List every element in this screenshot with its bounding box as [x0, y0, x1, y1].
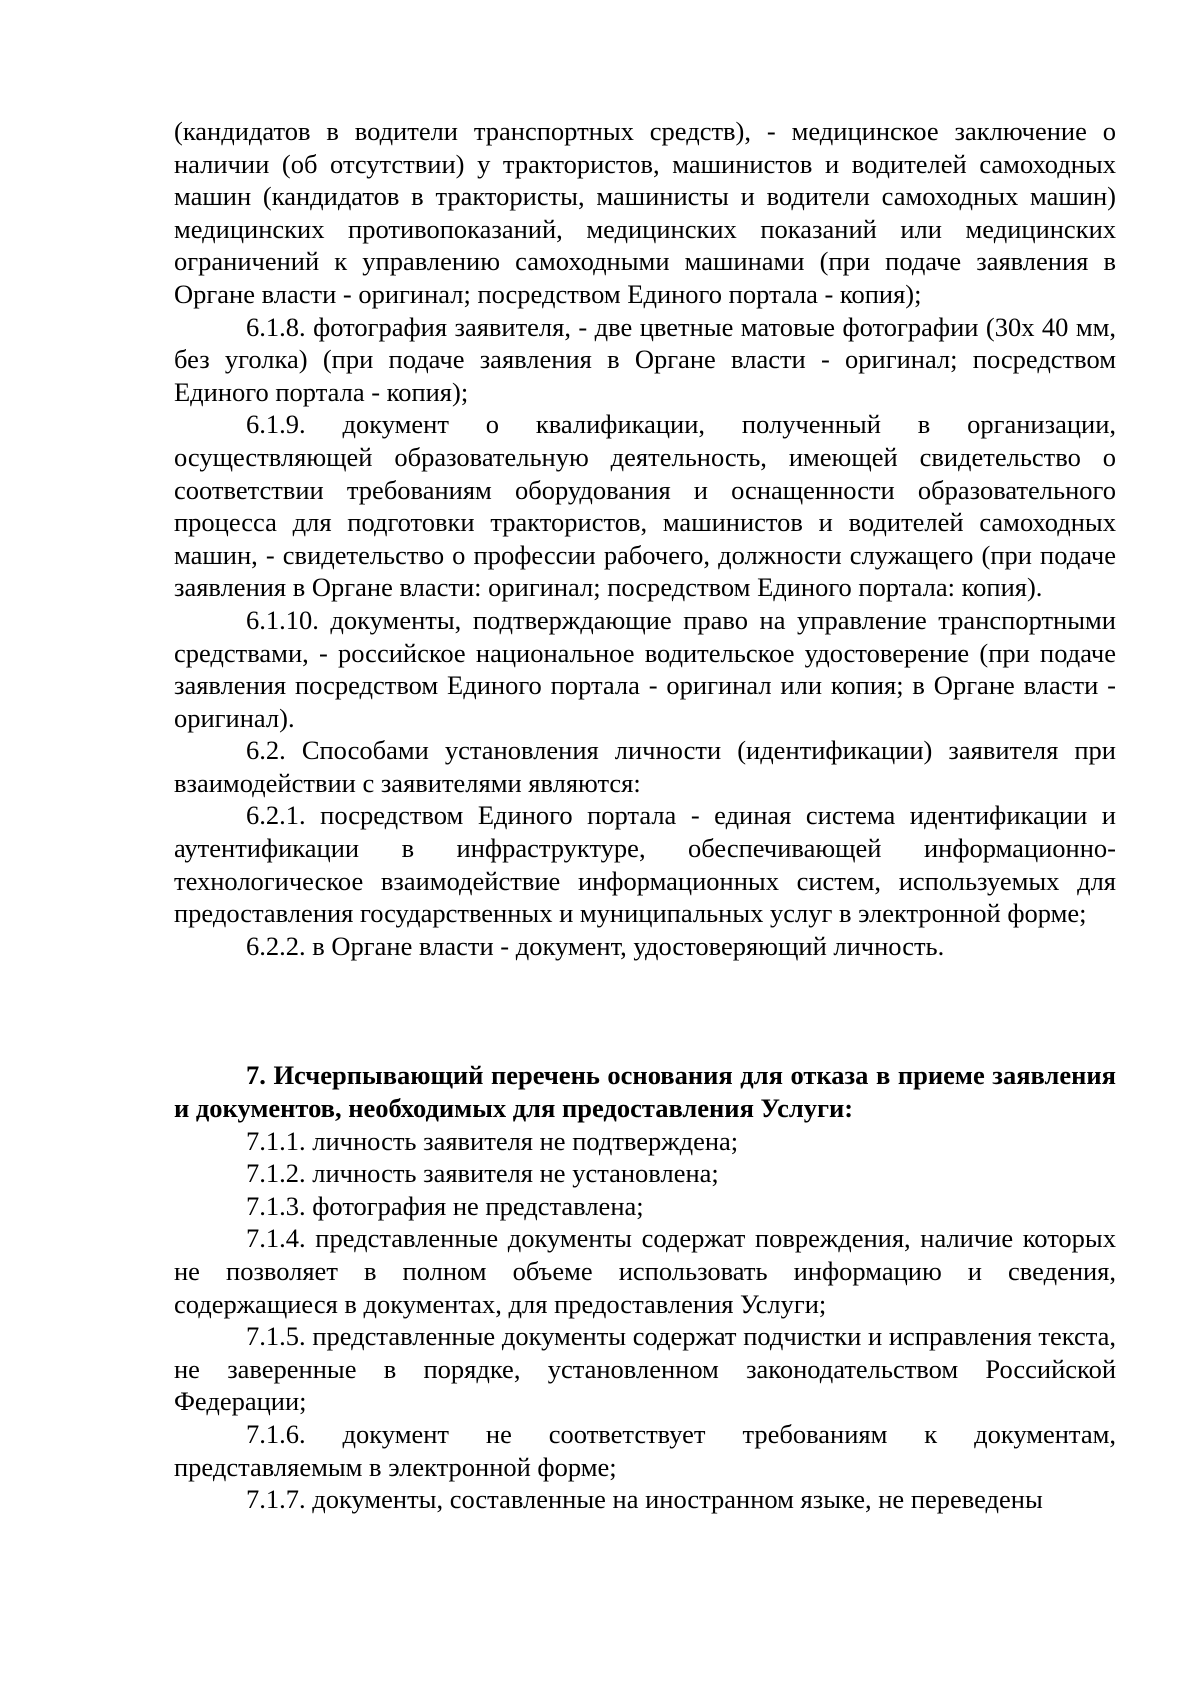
paragraphs-bottom [174, 1125, 1116, 1516]
paragraph-7-1-6: 7.1.6. документ не соответствует требованиям к документам, представляемым в электронной форме; [174, 1418, 1116, 1482]
paragraph: (кандидатов в водители транспортных средств), - медицинское заключение о наличии (об отсутствии) у трактористов, машинистов и водителей самоходных машин (кандидатов в трактористы, машинисты и водители самоходных машин) медицинских противопоказаний, медицинских показаний или медицинских ограничений к управлению самоходными машинами (при подаче заявления в Органе власти - оригинал; посредством Единого портала - копия); [174, 116, 1116, 309]
paragraph-6-1-10: 6.1.10. документы, подтверждающие право на управление транспортными средствами, - российское национальное водительское удостоверение (при подаче заявления посредством Единого портала - оригинал или копия; в Органе власти - оригинал). [174, 604, 1116, 733]
section-spacer [174, 962, 1116, 1059]
paragraph-7-1-7: 7.1.7. документы, составленные на иностранном языке, не переведены [246, 1484, 1043, 1515]
paragraph-7-1-4: 7.1.4. представленные документы содержат повреждения, наличие которых не позволяет в полном объеме использовать информацию и сведения, содержащиеся в документах, для предоставления Услуги; [174, 1223, 1116, 1319]
section-heading: 7. Исчерпывающий перечень основания для отказа в приеме заявления и документов, необходимых для предоставления Услуги: [174, 1060, 1116, 1124]
paragraph-6-2: 6.2. Способами установления личности (идентификации) заявителя при взаимодействии с заявителями являются: [174, 735, 1116, 798]
paragraph-7-1-5: 7.1.5. представленные документы содержат подчистки и исправления текста, не заверенные в порядке, установленном законодательством Российской Федерации; [174, 1321, 1116, 1417]
paragraph-7-1-1: 7.1.1. личность заявителя не подтверждена; [246, 1125, 739, 1156]
paragraphs-top [174, 115, 1116, 962]
paragraph-6-2-1: 6.2.1. посредством Единого портала - единая система идентификации и аутентификации в инфраструктуре, обеспечивающей информационно-технологическое взаимодействие информационных систем, используемых для предоставления государственных и муниципальных услуг в электронной форме; [174, 800, 1116, 929]
paragraph-7-1-3: 7.1.3. фотография не представлена; [246, 1190, 644, 1221]
paragraph-7-1-2: 7.1.2. личность заявителя не установлена; [246, 1158, 719, 1189]
paragraph-6-2-2: 6.2.2. в Органе власти - документ, удостоверяющий личность. [246, 930, 945, 961]
paragraph-6-1-9: 6.1.9. документ о квалификации, полученный в организации, осуществляющей образовательную деятельность, имеющей свидетельство о соответствии требованиям оборудования и оснащенности образовательного процесса для подготовки трактористов, машинистов и водителей самоходных машин, - свидетельство о профессии рабочего, должности служащего (при подаче заявления в Органе власти: оригинал; посредством Единого портала: копия). [174, 409, 1116, 603]
paragraph-6-1-8: 6.1.8. фотография заявителя, - две цветные матовые фотографии (30х 40 мм, без уголка) (при подаче заявления в Органе власти - оригинал; посредством Единого портала - копия); [174, 311, 1116, 407]
